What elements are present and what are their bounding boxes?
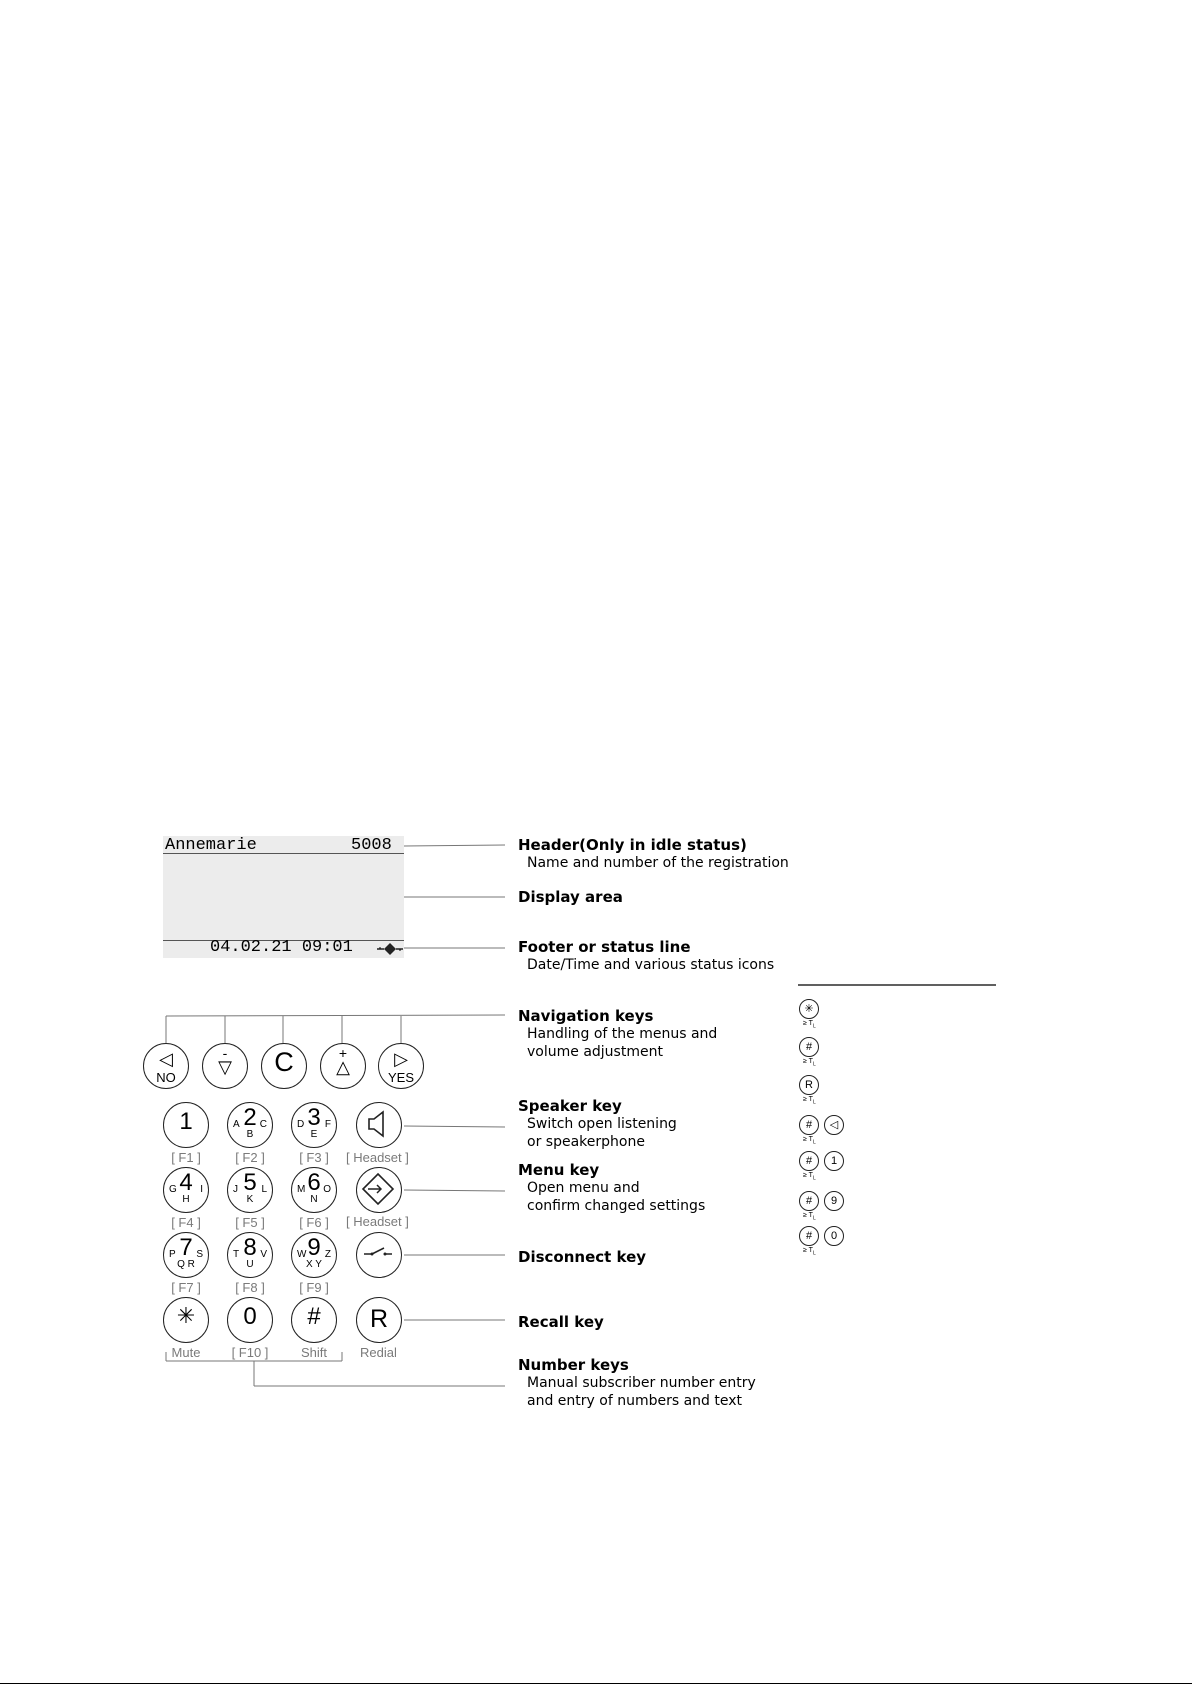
number-key[interactable] <box>163 1102 209 1148</box>
disconnect-key[interactable] <box>356 1232 402 1278</box>
number-key-letter: Q R <box>177 1259 195 1270</box>
number-key-letter: J <box>233 1184 238 1195</box>
number-key[interactable] <box>227 1167 273 1213</box>
number-key-sub: [ F9 ] <box>299 1280 329 1295</box>
number-key-letter: Z <box>324 1249 331 1260</box>
shortcut-timing <box>803 1136 816 1145</box>
nav-clear-key[interactable] <box>261 1043 307 1089</box>
nav-no-key-label: NO <box>156 1070 176 1085</box>
number-key-digit: 6 <box>307 1169 321 1196</box>
callout-description: Manual subscriber number entry <box>527 1375 756 1391</box>
shortcut-key: R <box>799 1075 819 1095</box>
number-key-letter: W <box>297 1249 307 1260</box>
callout-description: Open menu and <box>527 1180 640 1196</box>
number-key[interactable] <box>163 1297 209 1343</box>
number-key-digit: 1 <box>179 1108 193 1135</box>
number-key-letter: K <box>246 1194 254 1205</box>
nav-down-minus-key-glyph: ▽ <box>218 1057 232 1077</box>
number-key-sub: [ F4 ] <box>171 1215 201 1230</box>
nav-down-minus-key-label: - <box>222 1045 228 1061</box>
shortcut-key: 0 <box>824 1226 844 1246</box>
nav-no-key-glyph: ◁ <box>159 1049 173 1069</box>
number-key-digit: 4 <box>179 1169 193 1196</box>
shortcut-timing <box>803 1212 816 1221</box>
callout-description: and entry of numbers and text <box>527 1393 743 1409</box>
nav-yes-key[interactable] <box>378 1043 424 1089</box>
shortcut-timing-text: ≥ T <box>803 1020 813 1027</box>
number-key-letter: B <box>246 1129 254 1140</box>
speaker-icon <box>355 1101 401 1147</box>
shortcut-timing-subscript: L <box>812 1061 816 1068</box>
number-key-digit: # <box>307 1303 321 1330</box>
number-key-sub: [ F1 ] <box>171 1150 201 1165</box>
number-key[interactable] <box>291 1102 337 1148</box>
number-key[interactable] <box>163 1167 209 1213</box>
shortcut-key: 9 <box>824 1191 844 1211</box>
recall-key-label: R <box>369 1305 389 1333</box>
shortcut-key: # <box>799 1037 819 1057</box>
shortcut-key: 1 <box>824 1151 844 1171</box>
number-key-sub: [ F10 ] <box>231 1345 269 1360</box>
number-key[interactable] <box>227 1297 273 1343</box>
number-key-letter: L <box>261 1184 267 1195</box>
number-key-sub: [ F5 ] <box>235 1215 265 1230</box>
number-key-letter: D <box>297 1119 305 1130</box>
callout-title: Navigation keys <box>518 1007 654 1025</box>
shortcut-key: # <box>799 1226 819 1246</box>
callout-description: volume adjustment <box>527 1044 663 1060</box>
number-key-digit: 2 <box>243 1104 257 1131</box>
shortcut-timing-subscript: L <box>812 1099 816 1106</box>
number-key-digit: 0 <box>243 1303 257 1330</box>
number-key-letter: C <box>259 1119 267 1130</box>
callout-description: Handling of the menus and <box>527 1026 718 1042</box>
shortcut-timing <box>803 1058 816 1067</box>
recall-key[interactable] <box>356 1297 402 1343</box>
callout-title: Menu key <box>518 1161 600 1179</box>
display-header-name: Annemarie <box>165 836 257 855</box>
shortcut-timing <box>803 1247 816 1256</box>
nav-up-plus-key[interactable] <box>320 1043 366 1089</box>
shortcut-key: # <box>799 1191 819 1211</box>
menu-diamond-icon <box>355 1166 401 1212</box>
number-key-letter: S <box>196 1249 203 1260</box>
speaker-key[interactable] <box>356 1102 402 1148</box>
number-key-letter: P <box>169 1249 176 1260</box>
page-bottom-rule <box>0 1683 1192 1684</box>
callout-title: Footer or status line <box>518 938 691 956</box>
nav-up-plus-key-label: + <box>338 1045 348 1061</box>
number-key-sub: [ F6 ] <box>299 1215 329 1230</box>
callout-description: confirm changed settings <box>527 1198 706 1214</box>
nav-yes-key-glyph: ▷ <box>394 1049 408 1069</box>
number-key-sub: Shift <box>300 1345 327 1360</box>
number-key-sub: [ F3 ] <box>299 1150 329 1165</box>
number-key-digit: ✳ <box>176 1303 196 1328</box>
nav-down-minus-key[interactable] <box>202 1043 248 1089</box>
number-key-letter: T <box>233 1249 240 1260</box>
callout-title: Number keys <box>518 1356 629 1374</box>
number-key-sub: Mute <box>171 1345 201 1360</box>
display-footer-datetime: 04.02.21 09:01 <box>210 938 353 957</box>
number-key-digit: 5 <box>243 1169 257 1196</box>
callout-title: Display area <box>518 888 623 906</box>
shortcut-timing-text: ≥ T <box>803 1096 813 1103</box>
number-key[interactable] <box>291 1232 337 1278</box>
shortcut-timing-text: ≥ T <box>803 1247 813 1254</box>
shortcut-key: # <box>799 1151 819 1171</box>
menu-key[interactable] <box>356 1167 402 1213</box>
number-key-letter: A <box>233 1119 240 1130</box>
callout-title: Disconnect key <box>518 1248 647 1266</box>
nav-up-plus-key-glyph: △ <box>336 1057 350 1077</box>
nav-clear-key-glyph: C <box>274 1047 294 1077</box>
number-key[interactable] <box>291 1167 337 1213</box>
number-key-letter: X Y <box>306 1259 322 1270</box>
shortcut-key: # <box>799 1115 819 1135</box>
number-key-digit: 7 <box>179 1234 193 1261</box>
number-key-letter: H <box>182 1194 190 1205</box>
number-key[interactable] <box>291 1297 337 1343</box>
number-key-sub: [ F2 ] <box>235 1150 265 1165</box>
shortcut-timing-text: ≥ T <box>803 1058 813 1065</box>
number-key-letter: I <box>200 1184 203 1195</box>
number-key[interactable] <box>227 1232 273 1278</box>
menu-key-sub: [ Headset ] <box>346 1214 409 1229</box>
shortcut-timing-text: ≥ T <box>803 1212 813 1219</box>
callout-description: Date/Time and various status icons <box>527 957 775 973</box>
number-key-letter: U <box>246 1259 254 1270</box>
shortcut-timing-subscript: L <box>812 1175 816 1182</box>
number-key-digit: 3 <box>307 1104 321 1131</box>
number-key-letter: V <box>260 1249 267 1260</box>
recall-key-sub: Redial <box>360 1345 397 1360</box>
number-key-letter: E <box>310 1129 318 1140</box>
disconnect-switch-icon <box>355 1231 401 1277</box>
display-header-number: 5008 <box>351 836 392 855</box>
shortcut-timing-text: ≥ T <box>803 1136 813 1143</box>
callout-title: Recall key <box>518 1313 604 1331</box>
number-key-sub: [ F8 ] <box>235 1280 265 1295</box>
callout-title: Header(Only in idle status) <box>518 836 747 854</box>
shortcut-key: ◁ <box>824 1115 844 1135</box>
shortcut-timing-subscript: L <box>812 1250 816 1257</box>
number-key-letter: O <box>323 1184 331 1195</box>
callout-title: Speaker key <box>518 1097 622 1115</box>
shortcut-timing-text: ≥ T <box>803 1172 813 1179</box>
speaker-key-sub: [ Headset ] <box>346 1150 409 1165</box>
number-key-digit: 9 <box>307 1234 321 1261</box>
number-key-letter: M <box>297 1184 306 1195</box>
callout-description: or speakerphone <box>527 1134 645 1150</box>
nav-no-key[interactable] <box>143 1043 189 1089</box>
callout-description: Switch open listening <box>527 1116 677 1132</box>
number-key[interactable] <box>163 1232 209 1278</box>
number-key-letter: N <box>310 1194 318 1205</box>
callout-description: Name and number of the registration <box>527 855 789 871</box>
number-key-digit: 8 <box>243 1234 257 1261</box>
shortcut-timing <box>803 1096 816 1105</box>
number-key-letter: G <box>169 1184 177 1195</box>
shortcut-key: ✳ <box>799 999 819 1019</box>
shortcut-timing-subscript: L <box>812 1139 816 1146</box>
shortcut-timing-subscript: L <box>812 1215 816 1222</box>
shortcut-timing <box>803 1172 816 1181</box>
number-key-sub: [ F7 ] <box>171 1280 201 1295</box>
nav-yes-key-label: YES <box>387 1070 414 1085</box>
number-key-letter: F <box>324 1119 331 1130</box>
number-key[interactable] <box>227 1102 273 1148</box>
shortcut-timing <box>803 1020 816 1029</box>
shortcut-timing-subscript: L <box>812 1023 816 1030</box>
